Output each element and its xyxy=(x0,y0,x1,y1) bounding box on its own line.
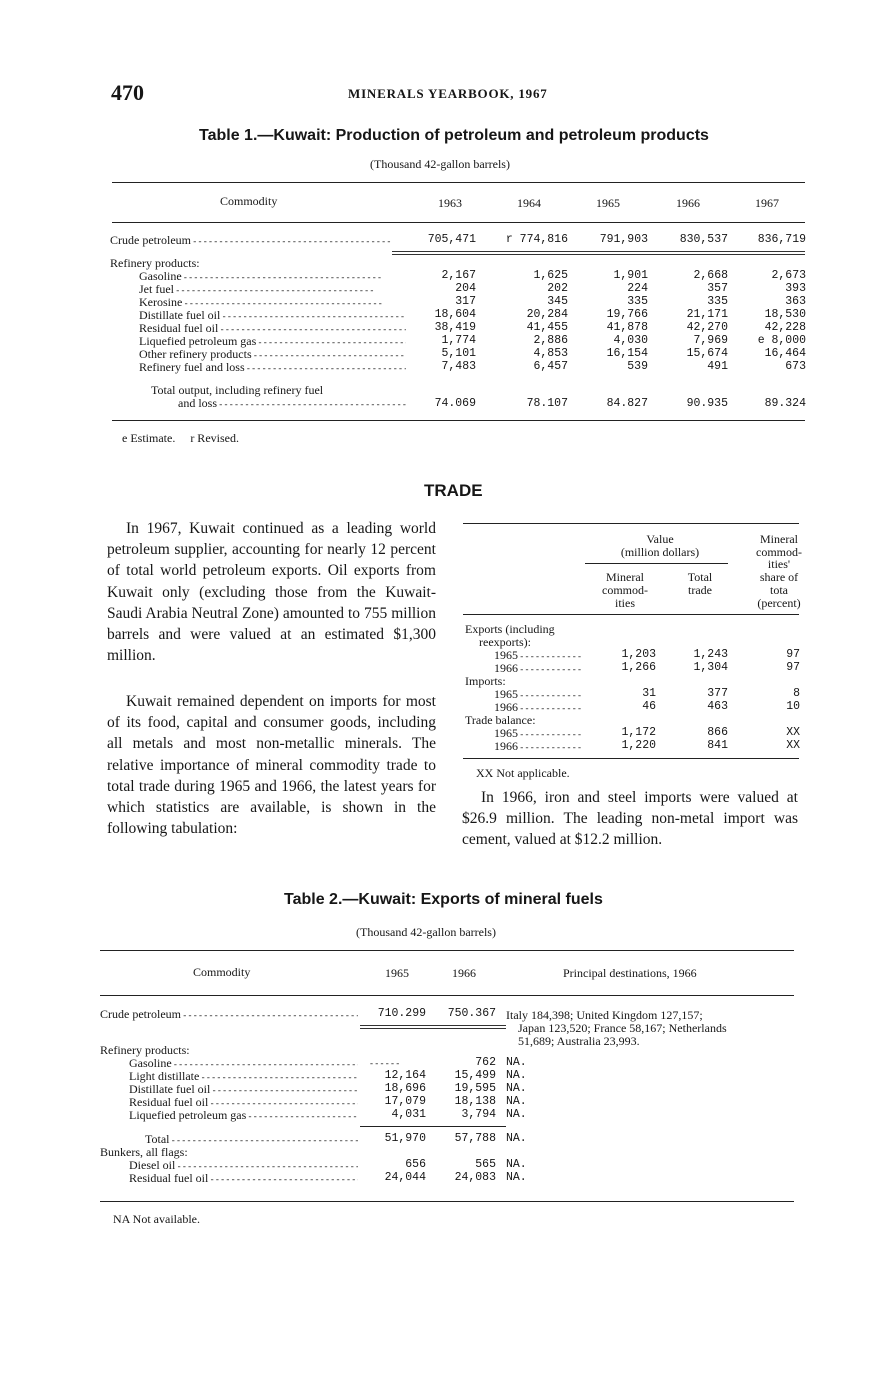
table2-cell: 750.367 xyxy=(447,1007,496,1020)
table2-subtitle: (Thousand 42-gallon barrels) xyxy=(356,925,496,939)
tab-total-head-line: trade xyxy=(688,583,712,597)
table1-cell: 89.324 xyxy=(764,397,806,410)
table1-col-year: 1963 xyxy=(438,196,462,210)
tab-cell: 10 xyxy=(786,700,800,713)
tab-row-year: 1966 - - - xyxy=(494,740,582,754)
table1-cell: 15,674 xyxy=(686,347,728,360)
tab-header-rule xyxy=(463,614,799,615)
tab-mineral-head-line: Mineral xyxy=(606,570,644,584)
table1-row-label: Liquefied petroleum gas - - - xyxy=(139,335,406,349)
table1-row-label: Jet fuel - - - xyxy=(139,283,406,297)
tab-cell: 1,172 xyxy=(621,726,656,739)
table2-cell: 51,970 xyxy=(384,1132,426,1145)
tab-share-head-line: Mineral xyxy=(760,532,798,546)
table1-cell: 4,030 xyxy=(613,334,648,347)
table2-cell: NA. xyxy=(506,1132,527,1145)
table1-crude-label: Crude petroleum - - - xyxy=(110,234,406,248)
tab-cell: 97 xyxy=(786,648,800,661)
trade-paragraph-3: In 1966, iron and steel imports were valued at $26.9 million. The leading non-metal import was cement, valued at $12.2 million. xyxy=(462,789,798,849)
tab-top-rule xyxy=(463,523,799,524)
table1-cell: 393 xyxy=(785,282,806,295)
table1-col-year: 1967 xyxy=(755,196,779,210)
tab-cell: 841 xyxy=(707,739,728,752)
table2-cell: 4,031 xyxy=(391,1108,426,1121)
tab-value-head: Value xyxy=(646,532,674,546)
table1-cell: 317 xyxy=(455,295,476,308)
tab-share-head-line: (percent) xyxy=(757,596,801,610)
tab-cell: 377 xyxy=(707,687,728,700)
tab-cell: 46 xyxy=(642,700,656,713)
table1-subtitle: (Thousand 42-gallon barrels) xyxy=(370,157,510,171)
section-heading: TRADE xyxy=(424,481,483,500)
table1-cell: 84.827 xyxy=(606,397,648,410)
table2-row-label: Residual fuel oil - - - xyxy=(129,1096,358,1110)
table2-bunkers-header: Bunkers, all flags: xyxy=(100,1145,188,1159)
table1-cell: 16,464 xyxy=(764,347,806,360)
table2-cell: 57,788 xyxy=(454,1132,496,1145)
tab-cell: 1,304 xyxy=(693,661,728,674)
table2-cell: NA. xyxy=(506,1158,527,1171)
tab-cell: 1,203 xyxy=(621,648,656,661)
tab-row-year: 1965 - - - xyxy=(494,688,582,702)
tab-row-year: 1965 - - - xyxy=(494,649,582,663)
table1-row-label: Distillate fuel oil - - - xyxy=(139,309,406,323)
table2-row-label: Distillate fuel oil - - - xyxy=(129,1083,358,1097)
table1-cell: 791,903 xyxy=(599,233,648,246)
trade-paragraph-1: In 1967, Kuwait continued as a leading world petroleum supplier, accounting for nearly 12 percent of total world petroleum exports. Oil exports from Kuwait only (excluding those from the Kuwait-Saudi Arabia Neutral Zone) amounted to 755 million barrels and were valued at an estimated $1,300 million. xyxy=(107,520,436,665)
table1-cell: 5,101 xyxy=(441,347,476,360)
table2-empty-leader: - - - - - - xyxy=(370,1058,400,1068)
table1-top-rule xyxy=(112,182,805,183)
table1-cell: 38,419 xyxy=(434,321,476,334)
table1-cell: 1,625 xyxy=(533,269,568,282)
table1-cell: 41,878 xyxy=(606,321,648,334)
tab-cell: 463 xyxy=(707,700,728,713)
table1-cell: 16,154 xyxy=(606,347,648,360)
table1-cell: 6,457 xyxy=(533,360,568,373)
table1-cell: e 8,000 xyxy=(757,334,806,347)
table1-cell: 2,886 xyxy=(533,334,568,347)
table1-cell: 18,604 xyxy=(434,308,476,321)
table2-row-label: Gasoline - - - xyxy=(129,1057,358,1071)
table1-cell: 78.107 xyxy=(526,397,568,410)
table2-cell: NA. xyxy=(506,1171,527,1184)
tab-cell: 1,220 xyxy=(621,739,656,752)
tab-share-head-line: share of xyxy=(759,570,799,584)
table2-crude-label: Crude petroleum - - - xyxy=(100,1008,358,1022)
table2-cell: NA. xyxy=(506,1069,527,1082)
table1-cell: 90.935 xyxy=(686,397,728,410)
tab-exports-label: Exports (including xyxy=(465,622,555,636)
table1-cell: 21,171 xyxy=(686,308,728,321)
table1-refinery-header: Refinery products: xyxy=(110,256,200,270)
table2-cell: NA. xyxy=(506,1082,527,1095)
tab-cell: 1,243 xyxy=(693,648,728,661)
tab-mineral-head-line: commod- xyxy=(602,583,648,597)
table2-row-label: Diesel oil - - - xyxy=(129,1159,358,1173)
tab-mineral-head-line: ities xyxy=(615,596,635,610)
tab-row-year: 1966 - - - xyxy=(494,701,582,715)
table1-cell: 830,537 xyxy=(679,233,728,246)
table1-total-label: Total output, including refinery fuel xyxy=(151,383,324,397)
table1-cell: 1,774 xyxy=(441,334,476,347)
table2-bottom-rule xyxy=(100,1201,794,1202)
table1-cell: 74.069 xyxy=(434,397,476,410)
table1-col-year: 1964 xyxy=(517,196,541,210)
table1-cell: 7,483 xyxy=(441,360,476,373)
tab-row-year: 1965 - - - xyxy=(494,727,582,741)
table2-row-label: Residual fuel oil - - - xyxy=(129,1172,358,1186)
tab-exports-label-cont: reexports): xyxy=(479,635,531,649)
tab-share-head-line: commod- xyxy=(756,545,802,559)
table1-cell: 7,969 xyxy=(693,334,728,347)
table1-row-label: Kerosine - - - xyxy=(139,296,406,310)
table2-dest-line: Japan 123,520; France 58,167; Netherlands xyxy=(518,1021,727,1035)
table1-cell: 224 xyxy=(627,282,648,295)
table2-double-rule xyxy=(360,1025,506,1029)
table2-row-label: Liquefied petroleum gas - - - xyxy=(129,1109,358,1123)
table2-col-destinations: Principal destinations, 1966 xyxy=(563,966,697,980)
tab-value-rule xyxy=(585,563,728,564)
table1-cell: 345 xyxy=(547,295,568,308)
table1-cell: 673 xyxy=(785,360,806,373)
table1-cell: 20,284 xyxy=(526,308,568,321)
tab-cell: 31 xyxy=(642,687,656,700)
tab-balance-label: Trade balance: xyxy=(465,713,536,727)
table1-cell: r 774,816 xyxy=(505,233,568,246)
table1-row-label: Other refinery products - - - xyxy=(139,348,406,362)
trade-paragraph-2: Kuwait remained dependent on imports for most of its food, capital and consumer goods, including all metals and most non-metallic minerals. The relative importance of mineral commodity trade to total trade during 1965 and 1966, the latest years for which statistics are available, is shown in the following tabulation: xyxy=(107,693,436,838)
table1-cell: 357 xyxy=(707,282,728,295)
table1-cell: 836,719 xyxy=(757,233,806,246)
table1-header-rule xyxy=(112,222,805,223)
table1-cell: 335 xyxy=(707,295,728,308)
table1-col-commodity: Commodity xyxy=(220,194,278,208)
table2-title: Table 2.—Kuwait: Exports of mineral fuels xyxy=(284,891,603,908)
table1-cell: 539 xyxy=(627,360,648,373)
running-title: MINERALS YEARBOOK, 1967 xyxy=(348,86,548,101)
tab-cell: XX xyxy=(786,739,800,752)
table2-cell: 19,595 xyxy=(454,1082,496,1095)
table2-cell: 710.299 xyxy=(377,1007,426,1020)
table2-cell: 24,044 xyxy=(384,1171,426,1184)
table1-cell: 2,668 xyxy=(693,269,728,282)
table1-col-year: 1966 xyxy=(676,196,700,210)
table1-cell: 42,228 xyxy=(764,321,806,334)
table1-row-label: Residual fuel oil - - - xyxy=(139,322,406,336)
table2-cell: NA. xyxy=(506,1056,527,1069)
table1-cell: 491 xyxy=(707,360,728,373)
table2-cell: 3,794 xyxy=(461,1108,496,1121)
tab-row-year: 1966 - - - xyxy=(494,662,582,676)
tab-note: XX Not applicable. xyxy=(476,766,570,780)
table1-row-label: Gasoline - - - xyxy=(139,270,406,284)
table2-row-label: Light distillate - - - xyxy=(129,1070,358,1084)
table1-bottom-rule xyxy=(112,420,805,421)
tab-total-head-line: Total xyxy=(687,570,713,584)
table1-footnote: e Estimate. r Revised. xyxy=(122,431,239,445)
table1-cell: 2,167 xyxy=(441,269,476,282)
table1-cell: 705,471 xyxy=(427,233,476,246)
tab-share-head-line: tota xyxy=(770,583,788,597)
table2-cell: 12,164 xyxy=(384,1069,426,1082)
tab-bottom-rule xyxy=(463,758,799,759)
table1-cell: 18,530 xyxy=(764,308,806,321)
table2-cell: 24,083 xyxy=(454,1171,496,1184)
table2-subtotal-rule xyxy=(360,1126,506,1127)
table1-cell: 204 xyxy=(455,282,476,295)
tab-cell: 866 xyxy=(707,726,728,739)
table2-top-rule xyxy=(100,950,794,951)
table2-col-1965: 1965 xyxy=(385,966,409,980)
table1-double-rule xyxy=(392,251,805,255)
tab-share-head-line: ities' xyxy=(767,557,791,571)
table1-cell: 335 xyxy=(627,295,648,308)
tab-cell: XX xyxy=(786,726,800,739)
table2-cell: NA. xyxy=(506,1108,527,1121)
tab-cell: 8 xyxy=(793,687,800,700)
table1-cell: 42,270 xyxy=(686,321,728,334)
table2-total-label: Total - - - xyxy=(145,1133,358,1147)
table2-cell: 18,696 xyxy=(384,1082,426,1095)
table1-cell: 202 xyxy=(547,282,568,295)
table1-col-year: 1965 xyxy=(596,196,620,210)
tab-value-head-sub: (million dollars) xyxy=(620,545,700,559)
table2-cell: 762 xyxy=(475,1056,496,1069)
table2-dest-line: Italy 184,398; United Kingdom 127,157; xyxy=(506,1008,703,1022)
tab-cell: 1,266 xyxy=(621,661,656,674)
table1-title: Table 1.—Kuwait: Production of petroleum and petroleum products xyxy=(199,127,709,144)
table2-header-rule xyxy=(100,995,794,996)
table1-cell: 1,901 xyxy=(613,269,648,282)
table2-refinery-header: Refinery products: xyxy=(100,1043,190,1057)
table1-cell: 19,766 xyxy=(606,308,648,321)
table2-dest-line: 51,689; Australia 23,993. xyxy=(518,1034,640,1048)
table2-cell: 656 xyxy=(405,1158,426,1171)
table1-cell: 2,673 xyxy=(771,269,806,282)
table2-col-commodity: Commodity xyxy=(193,965,251,979)
table1-total-label-cont: and loss - - - xyxy=(178,397,406,411)
tab-cell: 97 xyxy=(786,661,800,674)
table1-cell: 363 xyxy=(785,295,806,308)
table2-cell: 17,079 xyxy=(384,1095,426,1108)
table2-cell: 15,499 xyxy=(454,1069,496,1082)
table1-row-label: Refinery fuel and loss - - - xyxy=(139,361,406,375)
table2-col-1966: 1966 xyxy=(452,966,476,980)
table2-cell: NA. xyxy=(506,1095,527,1108)
table1-cell: 41,455 xyxy=(526,321,568,334)
table1-cell: 4,853 xyxy=(533,347,568,360)
table2-cell: 565 xyxy=(475,1158,496,1171)
table2-footnote: NA Not available. xyxy=(113,1212,200,1226)
table2-cell: 18,138 xyxy=(454,1095,496,1108)
tab-imports-label: Imports: xyxy=(465,674,506,688)
page-number: 470 xyxy=(111,80,144,105)
